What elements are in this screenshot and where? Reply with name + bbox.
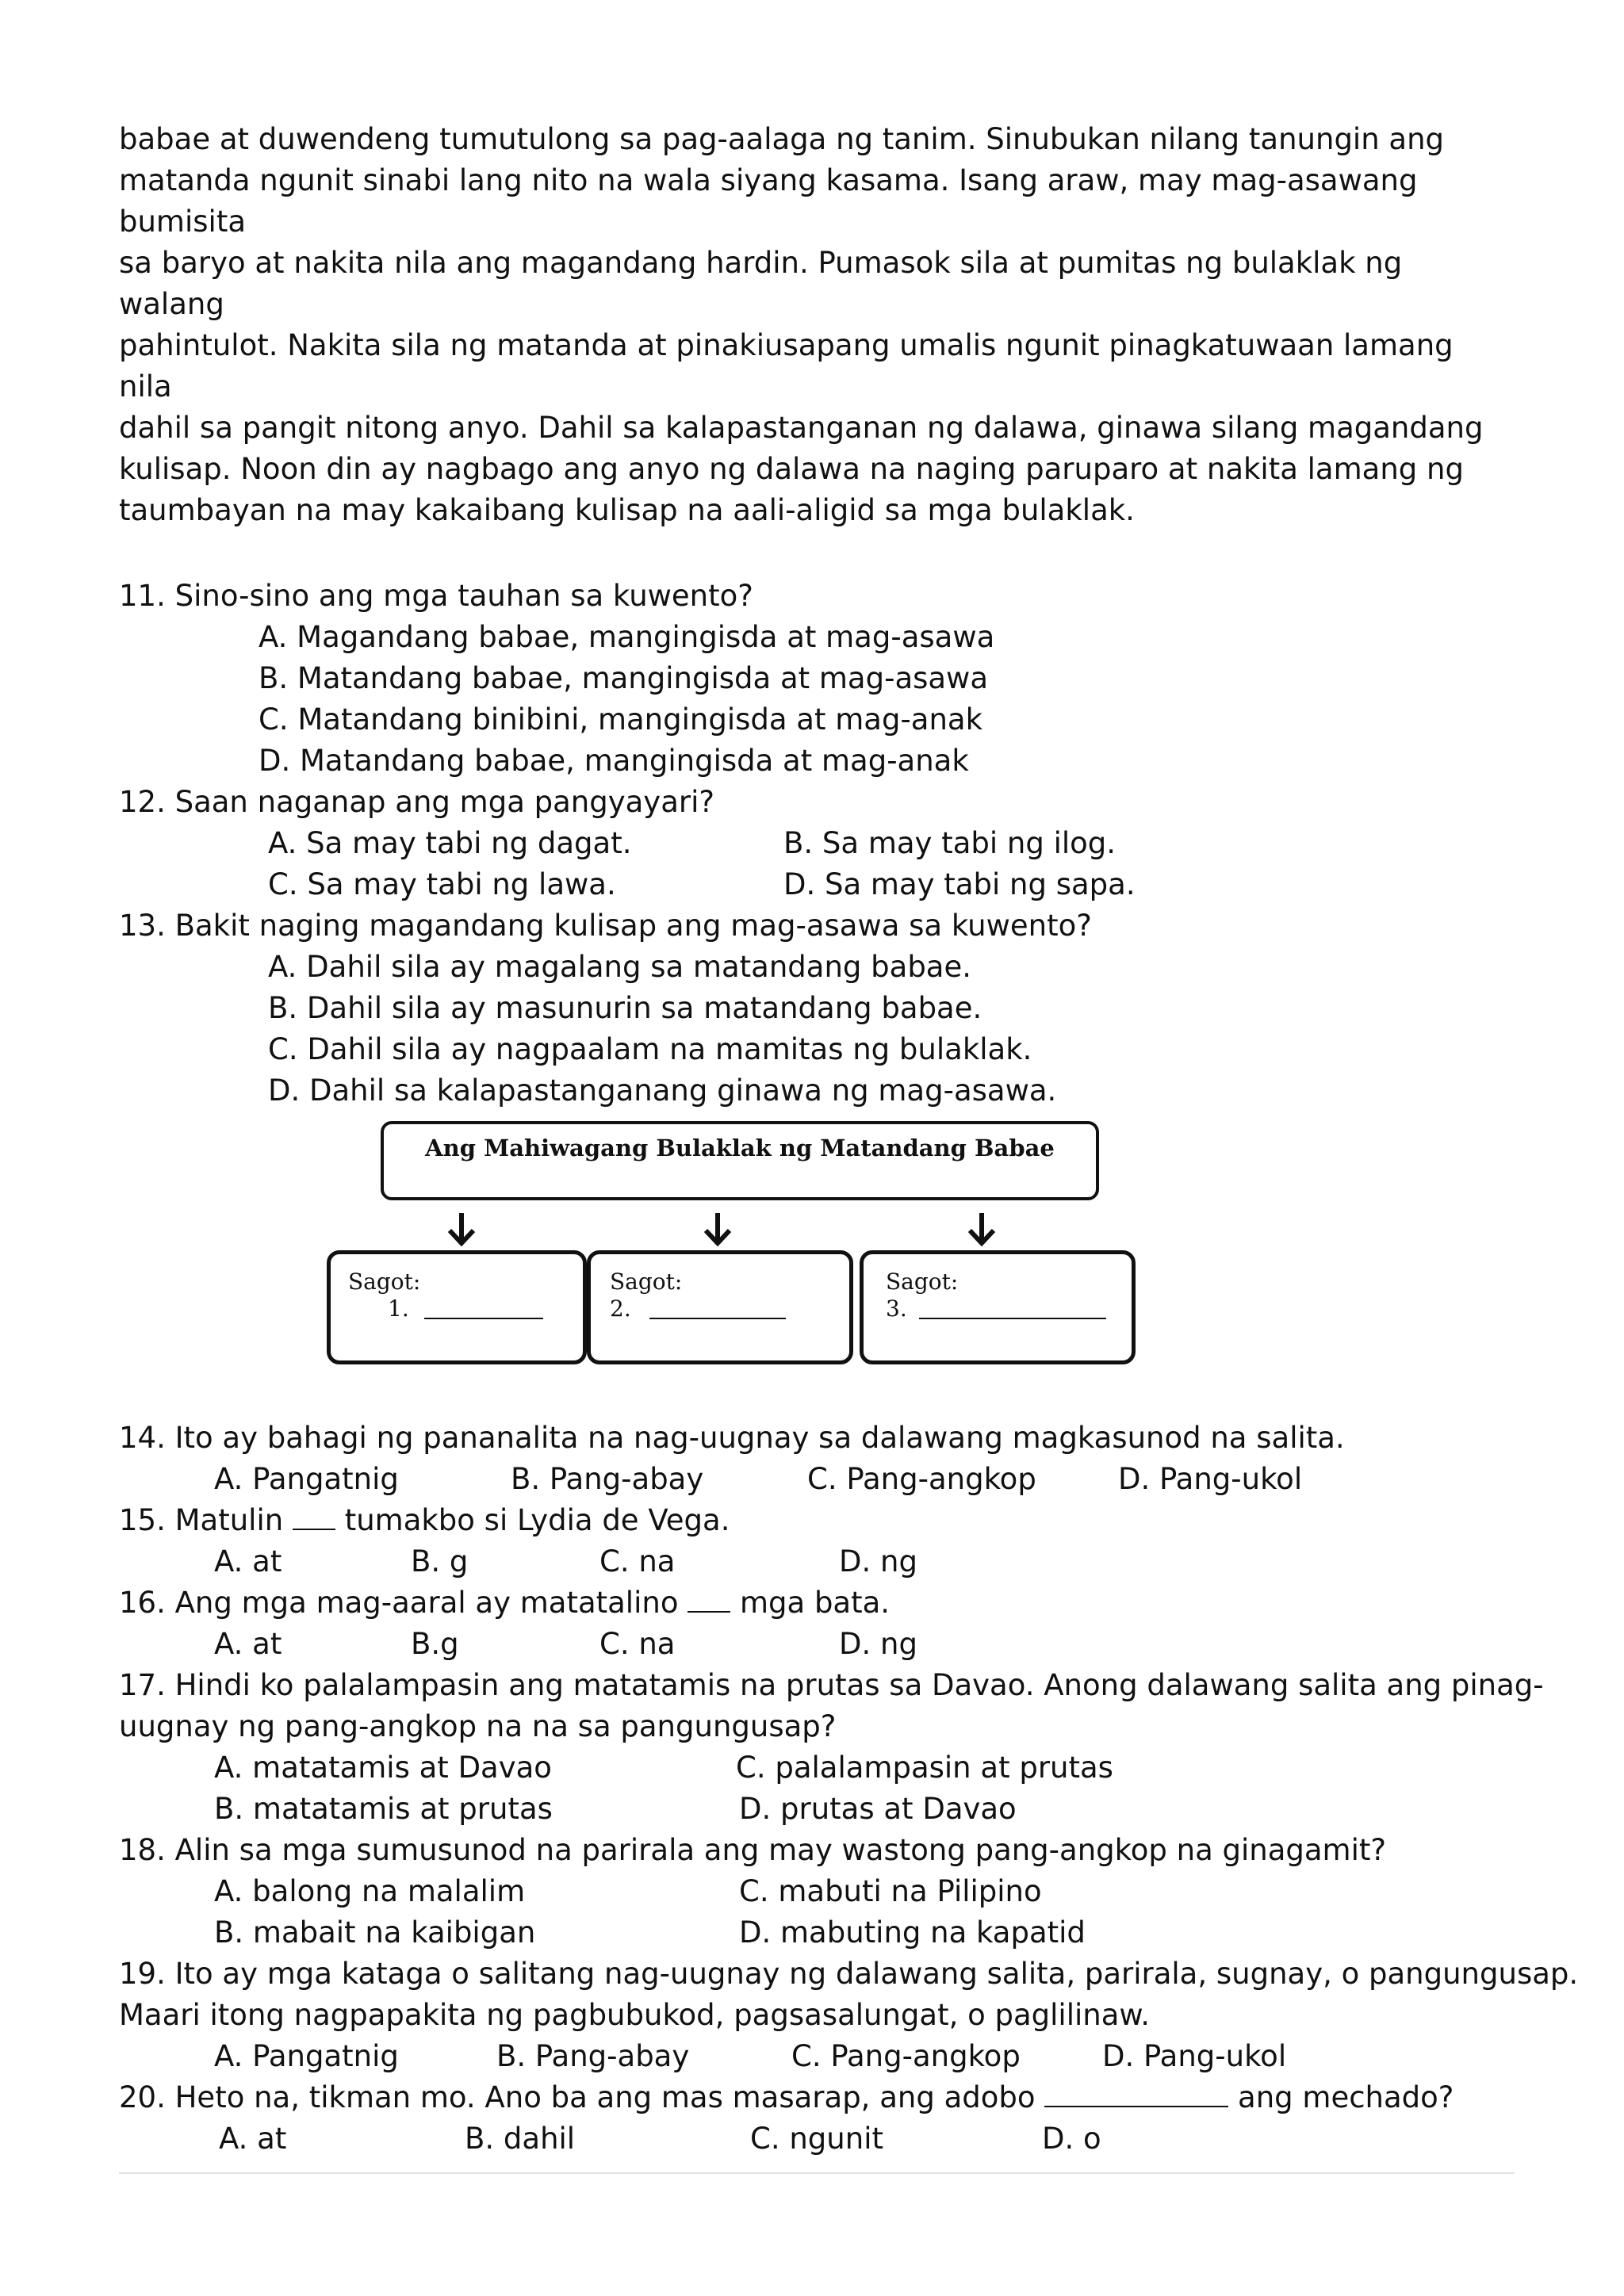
q14-choice-d: D. Pang-ukol xyxy=(1118,1462,1303,1496)
q16-choice-d: D. ng xyxy=(839,1627,917,1661)
question-12: 12. Saan naganap ang mga pangyayari? xyxy=(119,785,715,819)
q16-choice-b: B.g xyxy=(411,1627,459,1661)
passage-line: taumbayan na may kakaibang kulisap na aali-aligid sa mga bulaklak. xyxy=(119,493,1135,527)
passage-line: pahintulot. Nakita sila ng matanda at pinakiusapang umalis ngunit pinagkatuwaan lamang nila xyxy=(119,328,1454,404)
q13-choice-a: A. Dahil sila ay magalang sa matandang babae. xyxy=(268,950,972,984)
q14-choice-b: B. Pang-abay xyxy=(511,1462,704,1496)
arrow-down-icon xyxy=(446,1211,477,1246)
answer-label: Sagot: xyxy=(348,1269,421,1295)
question-18: 18. Alin sa mga sumusunod na parirala ang may wastong pang-angkop na ginagamit? xyxy=(119,1833,1387,1867)
q15-choice-a: A. at xyxy=(214,1544,282,1578)
question-11: 11. Sino-sino ang mga tauhan sa kuwento? xyxy=(119,579,753,613)
q12-choice-d: D. Sa may tabi ng sapa. xyxy=(783,867,1136,901)
answer-label: Sagot: xyxy=(610,1269,683,1295)
question-15 xyxy=(119,1500,730,1541)
passage-line: dahil sa pangit nitong anyo. Dahil sa kalapastanganan ng dalawa, ginawa silang magandang xyxy=(119,411,1484,445)
q12-choice-c: C. Sa may tabi ng lawa. xyxy=(268,867,616,901)
q20-choice-d: D. o xyxy=(1042,2122,1101,2156)
q17-choice-d: D. prutas at Davao xyxy=(739,1792,1017,1826)
answer-blank[interactable] xyxy=(424,1318,543,1319)
question-text: ang mechado? xyxy=(1228,2080,1454,2114)
question-text: 15. Matulin xyxy=(119,1503,293,1537)
q19-choice-a: A. Pangatnig xyxy=(214,2039,399,2073)
question-17-cont: uugnay ng pang-angkop na na sa pangungusap? xyxy=(119,1709,837,1743)
question-text: 16. Ang mga mag-aaral ay matatalino xyxy=(119,1586,688,1620)
passage-line: babae at duwendeng tumutulong sa pag-aalaga ng tanim. Sinubukan nilang tanungin ang xyxy=(119,122,1445,156)
fill-blank[interactable] xyxy=(688,1587,730,1613)
q11-choice-b: B. Matandang babae, mangingisda at mag-asawa xyxy=(259,661,988,695)
q15-choice-d: D. ng xyxy=(839,1544,917,1578)
q12-choice-b: B. Sa may tabi ng ilog. xyxy=(783,826,1116,860)
q17-choice-a: A. matatamis at Davao xyxy=(214,1751,552,1785)
answer-box-1 xyxy=(327,1250,587,1364)
q19-choice-d: D. Pang-ukol xyxy=(1102,2039,1287,2073)
question-16 xyxy=(119,1582,890,1624)
question-19-cont: Maari itong nagpapakita ng pagbubukod, pagsasalungat, o paglilinaw. xyxy=(119,1998,1151,2032)
passage-line: sa baryo at nakita nila ang magandang hardin. Pumasok sila at pumitas ng bulaklak ng walang xyxy=(119,246,1403,321)
q13-choice-b: B. Dahil sila ay masunurin sa matandang babae. xyxy=(268,991,982,1025)
answer-number: 1. xyxy=(388,1295,409,1322)
q13-choice-d: D. Dahil sa kalapastanganang ginawa ng mag-asawa. xyxy=(268,1073,1057,1108)
fill-blank[interactable] xyxy=(1044,2082,1228,2107)
answer-blank[interactable] xyxy=(649,1318,786,1319)
question-19: 19. Ito ay mga kataga o salitang nag-uugnay ng dalawang salita, parirala, sugnay, o pangungusap. xyxy=(119,1957,1579,1991)
q11-choice-d: D. Matandang babae, mangingisda at mag-anak xyxy=(259,744,969,778)
q18-choice-b: B. mabait na kaibigan xyxy=(214,1915,536,1950)
q13-choice-c: C. Dahil sila ay nagpaalam na mamitas ng bulaklak. xyxy=(268,1032,1032,1066)
q17-choice-c: C. palalampasin at prutas xyxy=(736,1751,1113,1785)
question-text: tumakbo si Lydia de Vega. xyxy=(335,1503,730,1537)
question-20 xyxy=(119,2077,1454,2118)
q15-choice-b: B. g xyxy=(411,1544,469,1578)
story-passage xyxy=(119,119,1515,531)
arrow-down-icon xyxy=(966,1211,998,1246)
q11-choice-a: A. Magandang babae, mangingisda at mag-asawa xyxy=(259,620,995,654)
question-13: 13. Bakit naging magandang kulisap ang mag-asawa sa kuwento? xyxy=(119,909,1092,943)
q17-choice-b: B. matatamis at prutas xyxy=(214,1792,553,1826)
q14-choice-c: C. Pang-angkop xyxy=(807,1462,1036,1496)
passage-line: kulisap. Noon din ay nagbago ang anyo ng dalawa na naging paruparo at nakita lamang ng xyxy=(119,452,1464,486)
q18-choice-a: A. balong na malalim xyxy=(214,1874,526,1908)
q19-choice-c: C. Pang-angkop xyxy=(791,2039,1021,2073)
q20-choice-c: C. ngunit xyxy=(750,2122,883,2156)
q16-choice-a: A. at xyxy=(214,1627,282,1661)
footer-divider xyxy=(119,2172,1515,2174)
arrow-down-icon xyxy=(702,1211,733,1246)
answer-number: 3. xyxy=(886,1295,907,1322)
question-text: mga bata. xyxy=(730,1586,891,1620)
answer-blank[interactable] xyxy=(919,1318,1106,1319)
q15-choice-c: C. na xyxy=(599,1544,676,1578)
fill-blank[interactable] xyxy=(293,1505,335,1530)
answer-label: Sagot: xyxy=(886,1269,959,1295)
answer-box-2 xyxy=(587,1250,853,1364)
q12-choice-a: A. Sa may tabi ng dagat. xyxy=(268,826,632,860)
passage-line: matanda ngunit sinabi lang nito na wala siyang kasama. Isang araw, may mag-asawang bumisita xyxy=(119,163,1418,239)
question-text: 20. Heto na, tikman mo. Ano ba ang mas masarap, ang adobo xyxy=(119,2080,1045,2114)
q20-choice-b: B. dahil xyxy=(465,2122,576,2156)
q14-choice-a: A. Pangatnig xyxy=(214,1462,399,1496)
diagram-title-box xyxy=(381,1121,1099,1200)
q19-choice-b: B. Pang-abay xyxy=(496,2039,690,2073)
question-17: 17. Hindi ko palalampasin ang matatamis na prutas sa Davao. Anong dalawang salita ang pinag- xyxy=(119,1668,1544,1702)
question-14: 14. Ito ay bahagi ng pananalita na nag-uugnay sa dalawang magkasunod na salita. xyxy=(119,1421,1345,1455)
answer-box-3 xyxy=(860,1250,1136,1364)
q18-choice-c: C. mabuti na Pilipino xyxy=(739,1874,1042,1908)
q20-choice-a: A. at xyxy=(219,2122,287,2156)
q16-choice-c: C. na xyxy=(599,1627,676,1661)
answer-number: 2. xyxy=(610,1295,631,1322)
q18-choice-d: D. mabuting na kapatid xyxy=(739,1915,1086,1950)
diagram-title: Ang Mahiwagang Bulaklak ng Matandang Babae xyxy=(425,1135,1055,1161)
q11-choice-c: C. Matandang binibini, mangingisda at mag-anak xyxy=(259,702,983,737)
